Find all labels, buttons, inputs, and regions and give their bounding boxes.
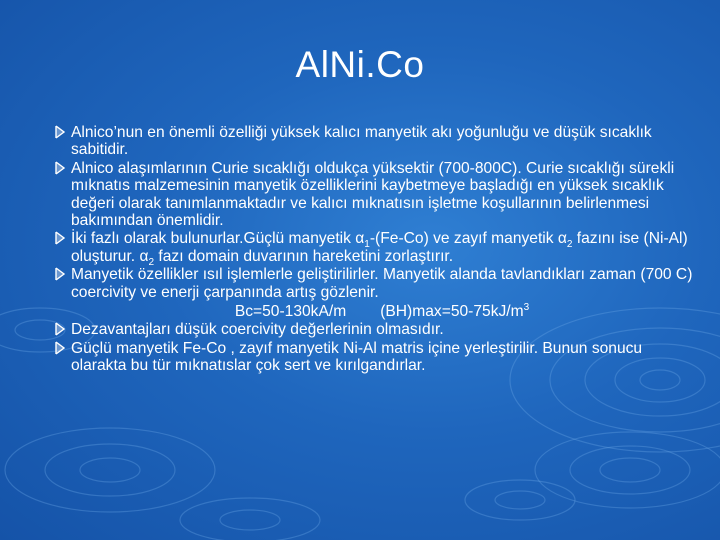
superscript: 3 bbox=[523, 301, 530, 313]
arrow-bullet-icon bbox=[55, 341, 65, 355]
bullet-list bbox=[55, 124, 695, 376]
slide-title: AlNi.Co bbox=[295, 44, 425, 85]
bullet-text bbox=[71, 230, 688, 268]
bullet-text-part: -(Fe-Co) ve zayıf manyetik α bbox=[369, 230, 567, 248]
bullet-text-part: fazı domain duvarının hareketini zorlaştırır. bbox=[154, 247, 454, 265]
subscript: 2 bbox=[566, 239, 573, 251]
bullet-text: Alnico’nun en önemli özelliği yüksek kalıcı manyetik akı yoğunluğu ve düşük sıcaklık sabitidir. bbox=[71, 124, 652, 159]
bullet-item bbox=[55, 340, 695, 375]
bullet-text: Güçlü manyetik Fe-Co , zayıf manyetik Ni-Al matris içine yerleştirilir. Bunun sonucu olarakta bu tür mıknatıslar çok sert ve kırılgandırlar. bbox=[71, 339, 643, 375]
arrow-bullet-icon bbox=[55, 161, 65, 175]
bullet-item bbox=[55, 266, 695, 320]
bullet-text-part: fazını ise (Ni-Al) oluşturur. α bbox=[71, 230, 688, 265]
bullet-text-part: İki fazlı olarak bulunurlar.Güçlü manyetik α bbox=[71, 230, 365, 248]
subscript: 1 bbox=[364, 239, 370, 251]
formula-coercivity: Bc=50-130kA/m bbox=[234, 303, 347, 321]
bullet-text: Dezavantajları düşük coercivity değerlerinin olmasıdır. bbox=[71, 321, 444, 339]
bullet-text: Alnico alaşımlarının Curie sıcaklığı oldukça yüksektir (700-800C). Curie sıcaklığı sürekli mıknatıs malzemesinin manyetik özelliklerini kaybetmeye başladığı en yüksek sıcaklık değeri olarak tanımlanmaktadır ve kalıcı mıknatısın işletme koşullarının belirlenmesi bakımından önemlidir. bbox=[71, 159, 675, 230]
bullet-item bbox=[55, 321, 695, 338]
subscript: 2 bbox=[148, 256, 155, 268]
bullet-item bbox=[55, 124, 695, 159]
formula-line bbox=[71, 303, 695, 320]
arrow-bullet-icon bbox=[55, 125, 65, 139]
arrow-bullet-icon bbox=[55, 231, 65, 245]
bullet-item bbox=[55, 160, 695, 230]
bullet-text: Manyetik özellikler ısıl işlemlerle geliştirilirler. Manyetik alanda tavlandıkları zaman (700 C) coercivity ve enerji çarpanında artış gözlenir. bbox=[71, 266, 693, 301]
arrow-bullet-icon bbox=[55, 322, 65, 336]
arrow-bullet-icon bbox=[55, 267, 65, 281]
formula-energy-product: (BH)max=50-75kJ/m bbox=[380, 303, 524, 321]
bullet-item bbox=[55, 230, 695, 268]
